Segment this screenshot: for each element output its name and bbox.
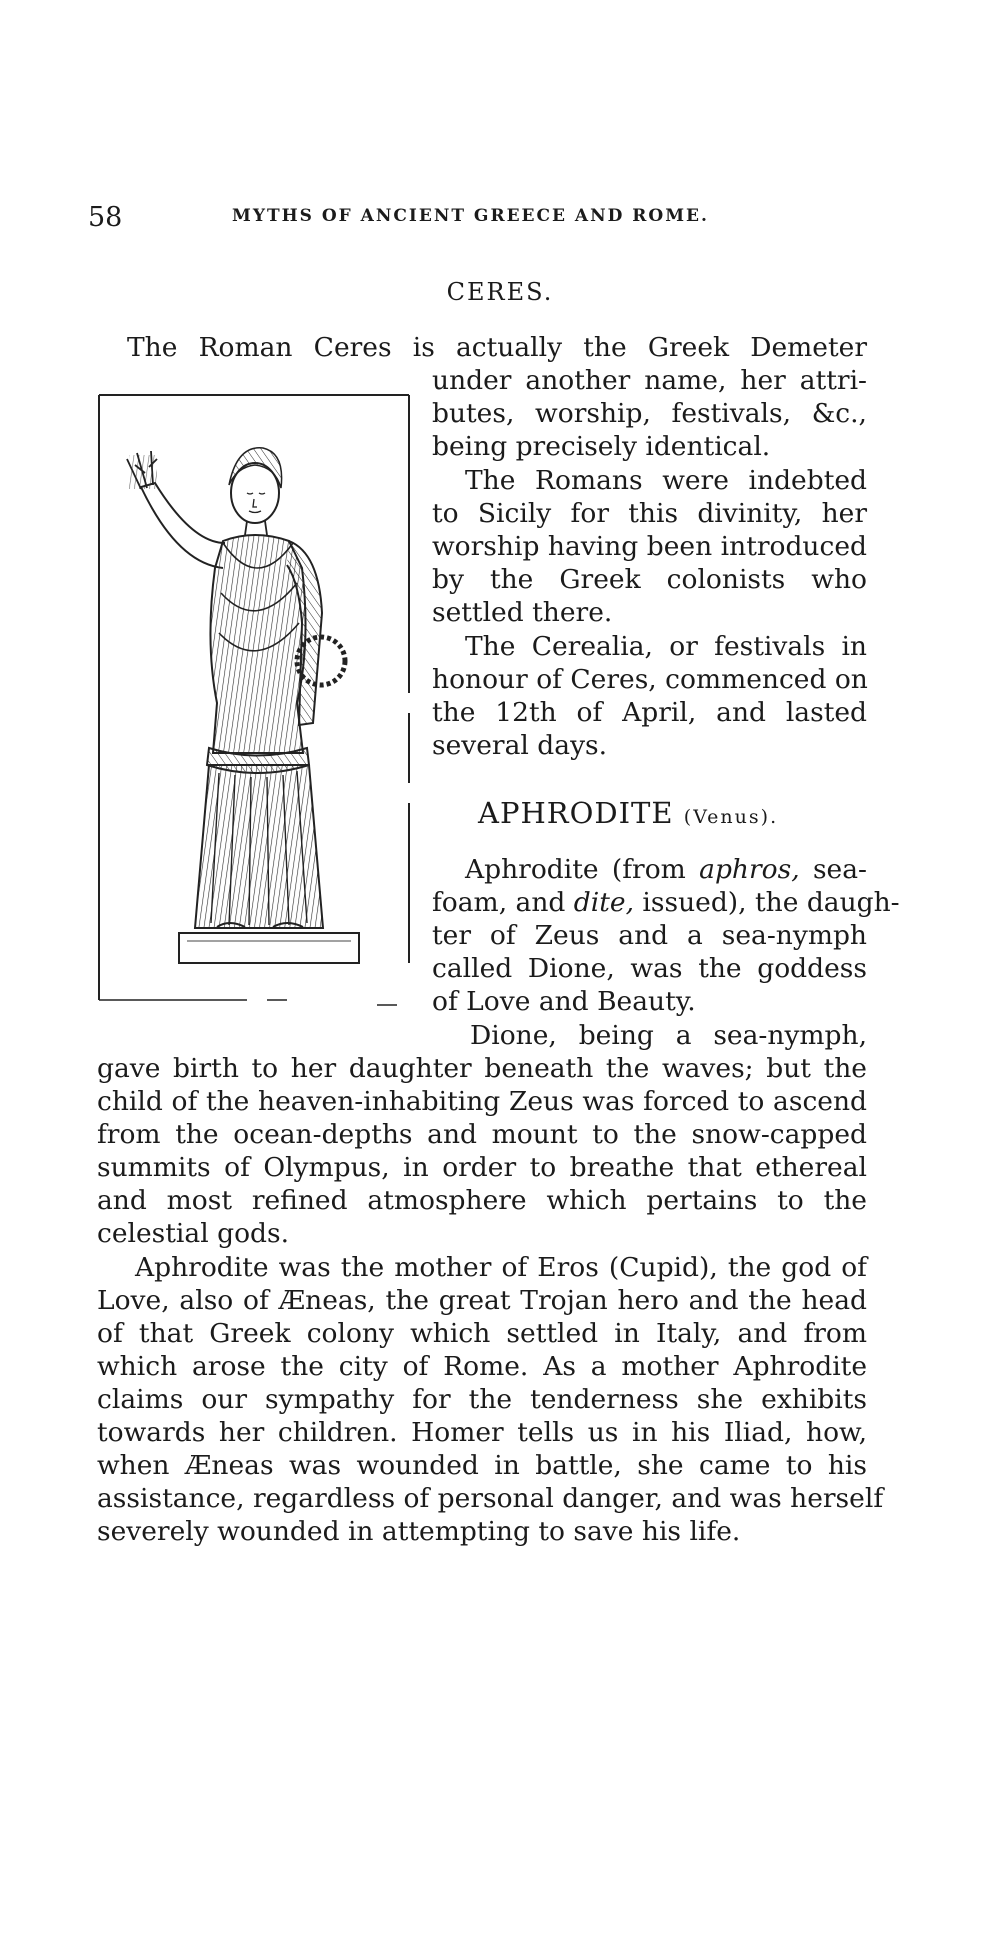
text-line: settled there. bbox=[432, 597, 613, 628]
text-line: ter of Zeus and a sea-nymph bbox=[432, 920, 867, 951]
text-line: towards her children. Homer tells us in his Iliad, how, bbox=[97, 1417, 867, 1448]
text-line: being precisely identical. bbox=[432, 431, 771, 462]
text-line: Aphrodite was the mother of Eros (Cupid), the god of bbox=[135, 1252, 867, 1283]
text-line: honour of Ceres, commenced on bbox=[432, 664, 868, 695]
text-line bbox=[432, 887, 900, 919]
aphrodite-heading: APHRODITE bbox=[478, 796, 674, 830]
text-line: which arose the city of Rome. As a mother Aphrodite bbox=[97, 1351, 867, 1382]
running-title: MYTHS OF ANCIENT GREECE AND ROME. bbox=[232, 206, 709, 226]
text-line: summits of Olympus, in order to breathe that ethereal bbox=[97, 1152, 867, 1183]
text-line: when Æneas was wounded in battle, she came to his bbox=[97, 1450, 867, 1481]
text-line: by the Greek colonists who bbox=[432, 564, 867, 595]
text-line: from the ocean-depths and mount to the snow-capped bbox=[97, 1119, 867, 1150]
page-number: 58 bbox=[88, 202, 123, 233]
text-run: issued), the daugh- bbox=[634, 887, 900, 918]
text-run-italic: dite, bbox=[573, 887, 634, 918]
text-line bbox=[465, 854, 867, 886]
text-run: sea- bbox=[799, 854, 867, 885]
text-line: of that Greek colony which settled in Italy, and from bbox=[97, 1318, 867, 1349]
text-line: the 12th of April, and lasted bbox=[432, 697, 867, 728]
text-run: foam, and bbox=[432, 887, 574, 918]
text-line: and most refined atmosphere which pertains to the bbox=[97, 1185, 867, 1216]
text-line: The Roman Ceres is actually the Greek Demeter bbox=[127, 332, 867, 363]
text-line: of Love and Beauty. bbox=[432, 986, 696, 1017]
section-title-ceres: CERES. bbox=[446, 278, 554, 306]
text-run-italic: aphros, bbox=[699, 854, 800, 885]
text-line: claims our sympathy for the tenderness she exhibits bbox=[97, 1384, 867, 1415]
text-line: The Romans were indebted bbox=[465, 465, 867, 496]
text-line: worship having been introduced bbox=[432, 531, 867, 562]
text-line: under another name, her attri- bbox=[432, 365, 867, 396]
text-line: Dione, being a sea-nymph, bbox=[470, 1020, 867, 1051]
text-line: celestial gods. bbox=[97, 1218, 290, 1249]
text-line: called Dione, was the goddess bbox=[432, 953, 867, 984]
ceres-statue-illustration bbox=[97, 393, 415, 1015]
text-line: severely wounded in attempting to save his life. bbox=[97, 1516, 741, 1547]
text-line: to Sicily for this divinity, her bbox=[432, 498, 867, 529]
text-line: assistance, regardless of personal danger, and was herself bbox=[97, 1483, 884, 1514]
aphrodite-heading-sub: (Venus). bbox=[683, 806, 779, 828]
section-title-aphrodite bbox=[478, 796, 778, 830]
text-line: butes, worship, festivals, &c., bbox=[432, 398, 867, 429]
statue-engraving bbox=[97, 393, 415, 1015]
text-line: child of the heaven-inhabiting Zeus was forced to ascend bbox=[97, 1086, 867, 1117]
text-line: The Cerealia, or festivals in bbox=[465, 631, 867, 662]
text-line: gave birth to her daughter beneath the waves; but the bbox=[97, 1053, 867, 1084]
text-line: several days. bbox=[432, 730, 608, 761]
text-run: Aphrodite (from bbox=[465, 854, 700, 885]
text-line: Love, also of Æneas, the great Trojan hero and the head bbox=[97, 1285, 867, 1316]
